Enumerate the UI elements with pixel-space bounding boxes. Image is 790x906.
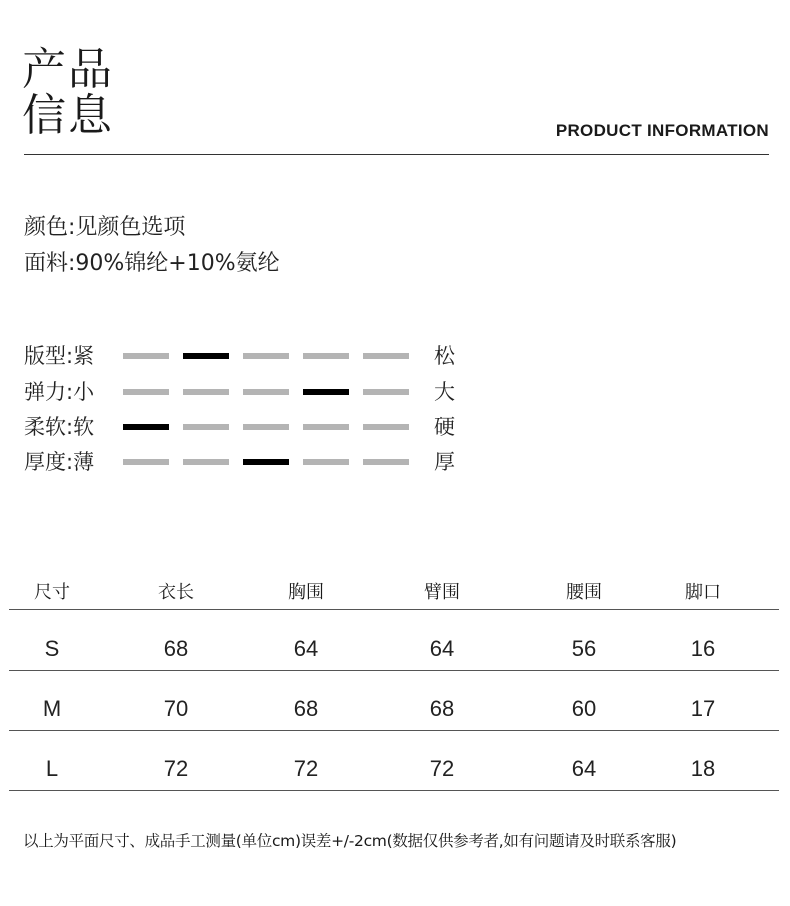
column-header: 胸围 [288,582,324,603]
measurement-cell: 16 [690,636,716,661]
scale-segment-selected [303,389,349,395]
scale-segment-selected [243,459,289,465]
scale-left-label: 版型:紧 [24,344,95,368]
measurement-cell: 64 [571,756,597,781]
measurement-cell: 72 [429,756,455,781]
measurement-cell: 18 [690,756,716,781]
header-divider [24,154,769,155]
column-header: 腰围 [566,582,602,603]
scale-segment [183,424,229,430]
measurement-cell: 68 [429,696,455,721]
measurement-cell: 64 [293,636,319,661]
scale-right-label: 厚 [434,450,455,474]
scale-segment [303,459,349,465]
scale-segment [123,459,169,465]
scale-left-label: 弹力:小 [24,380,95,404]
column-header: 脚口 [685,582,721,603]
measurement-cell: 68 [163,636,189,661]
scale-right-label: 松 [434,344,455,368]
measurement-cell: 17 [690,696,716,721]
measurement-cell: 56 [571,636,597,661]
scale-segment [123,389,169,395]
scale-segment [363,459,409,465]
scale-segment [363,353,409,359]
scale-right-label: 硬 [434,415,455,439]
page-subtitle-en: PRODUCT INFORMATION [555,121,769,140]
scale-segment [363,389,409,395]
scale-row [0,447,790,477]
scale-segment [303,424,349,430]
size-label-cell: M [42,696,62,721]
scale-segment [183,459,229,465]
column-header: 衣长 [158,582,194,603]
scale-row [0,341,790,371]
scale-row [0,377,790,407]
scale-segment-selected [123,424,169,430]
column-header: 尺寸 [34,582,70,603]
scale-row [0,412,790,442]
scale-segment [183,389,229,395]
table-row-divider [9,730,779,731]
column-header: 臂围 [424,582,460,603]
scale-left-label: 柔软:软 [24,415,95,439]
scale-segment [363,424,409,430]
measurement-cell: 72 [293,756,319,781]
scale-segment [123,353,169,359]
scale-segment [243,353,289,359]
measurement-footnote: 以上为平面尺寸、成品手工测量(单位cm)误差+/-2cm(数据仅供参考者,如有问题请及时联系客服) [23,832,677,850]
page-title-line-1: 产品 [22,44,114,95]
scale-segment [303,353,349,359]
table-row-divider [9,670,779,671]
measurement-cell: 70 [163,696,189,721]
measurement-cell: 72 [163,756,189,781]
measurement-cell: 60 [571,696,597,721]
scale-right-label: 大 [434,380,455,404]
scale-segment [243,424,289,430]
size-label-cell: L [45,756,59,781]
fabric-info: 面料:90%锦纶+10%氨纶 [24,251,280,276]
color-info: 颜色:见颜色选项 [24,215,186,240]
measurement-cell: 68 [293,696,319,721]
scale-left-label: 厚度:薄 [24,450,95,474]
measurement-cell: 64 [429,636,455,661]
page-title-line-2: 信息 [22,90,114,141]
scale-segment-selected [183,353,229,359]
size-label-cell: S [44,636,60,661]
table-row-divider [9,790,779,791]
table-row-divider [9,609,779,610]
scale-segment [243,389,289,395]
